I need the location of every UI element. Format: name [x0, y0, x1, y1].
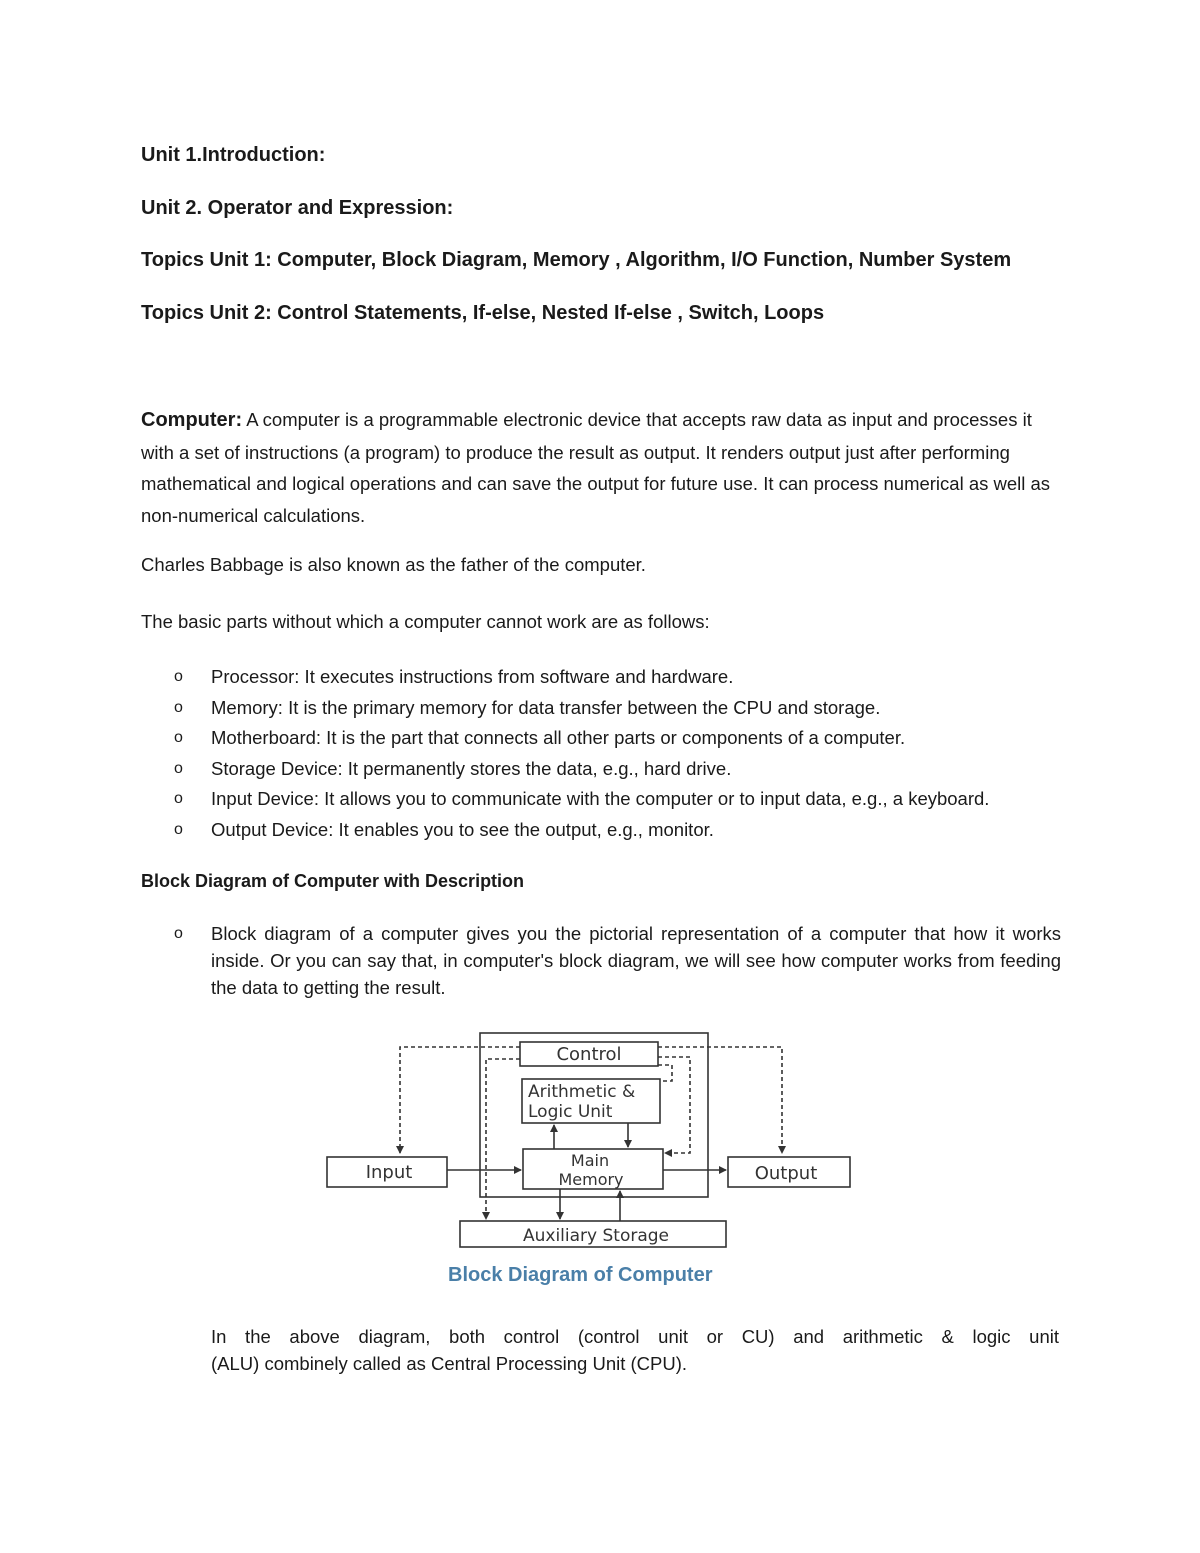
memory-label-line2: Memory [558, 1170, 624, 1189]
list-item [141, 754, 1071, 785]
cpu-note-line2: (ALU) combinely called as Central Processing Unit (CPU). [211, 1353, 688, 1374]
bullet-marker: o [174, 925, 183, 942]
unit1-heading: Unit 1.Introduction: [141, 144, 326, 166]
alu-label-line2: Logic Unit [528, 1102, 613, 1122]
bullet-marker: o [174, 668, 183, 685]
parts-intro: The basic parts without which a computer cannot work are as follows: [141, 611, 710, 632]
cpu-note [211, 1323, 1059, 1377]
block-diagram-figure [320, 1025, 860, 1255]
alu-label-line1: Arithmetic & [528, 1082, 636, 1102]
computer-term: Computer: [141, 409, 243, 431]
block-diagram-description-text: Block diagram of a computer gives you the pictorial representation of a computer that how it works inside. Or you can say that, in computer's block diagram, we will see how computer works from feeding the data to getting the result. [211, 923, 1061, 998]
input-label: Input [365, 1162, 413, 1183]
control-to-storage-signal [486, 1059, 520, 1219]
parts-list [141, 662, 1071, 846]
list-item [141, 693, 1071, 724]
computer-definition [141, 404, 1061, 531]
babbage-text: Charles Babbage is also known as the father of the computer. [141, 554, 646, 575]
list-item-text: Output Device: It enables you to see the output, e.g., monitor. [211, 818, 714, 840]
list-item [141, 723, 1071, 754]
block-diagram-section-title: Block Diagram of Computer with Description [141, 871, 525, 891]
topics-unit2-heading: Topics Unit 2: Control Statements, If-else, Nested If-else , Switch, Loops [141, 302, 825, 324]
control-to-output-signal [658, 1047, 782, 1153]
list-item-text: Storage Device: It permanently stores the data, e.g., hard drive. [211, 757, 732, 779]
control-label: Control [556, 1044, 622, 1065]
list-item-text: Motherboard: It is the part that connects all other parts or components of a computer. [211, 727, 906, 749]
list-item [141, 815, 1071, 846]
cpu-note-line1: In the above diagram, both control (control unit or CU) and arithmetic & logic unit [211, 1326, 1059, 1347]
bullet-marker: o [174, 790, 183, 808]
bullet-marker: o [174, 820, 183, 838]
block-diagram-description [141, 920, 1061, 1001]
bullet-marker: o [174, 759, 183, 777]
list-item-text: Processor: It executes instructions from software and hardware. [211, 666, 734, 687]
auxiliary-storage-label: Auxiliary Storage [522, 1226, 670, 1246]
topics-unit1-heading: Topics Unit 1: Computer, Block Diagram, Memory , Algorithm, I/O Function, Number System [141, 249, 1012, 271]
bullet-marker: o [174, 698, 183, 716]
list-item-text: Input Device: It allows you to communicate with the computer or to input data, e.g., a keyboard. [211, 788, 990, 810]
output-label: Output [754, 1163, 818, 1184]
diagram-caption: Block Diagram of Computer [448, 1264, 713, 1286]
list-item [141, 784, 1071, 815]
bullet-marker: o [174, 729, 183, 747]
control-to-memory-signal [658, 1057, 690, 1153]
memory-label-line1: Main [570, 1151, 610, 1170]
unit2-heading: Unit 2. Operator and Expression: [141, 197, 454, 219]
control-to-input-signal [400, 1047, 520, 1153]
list-item [141, 662, 1071, 693]
computer-definition-text: A computer is a programmable electronic device that accepts raw data as input and processes it with a set of instructions (a program) to produce the result as output. It renders output just after performing mathematical and logical operations and can save the output for future use. It can process numerical as well as non-numerical calculations. [141, 409, 1051, 526]
list-item-text: Memory: It is the primary memory for data transfer between the CPU and storage. [211, 696, 881, 718]
